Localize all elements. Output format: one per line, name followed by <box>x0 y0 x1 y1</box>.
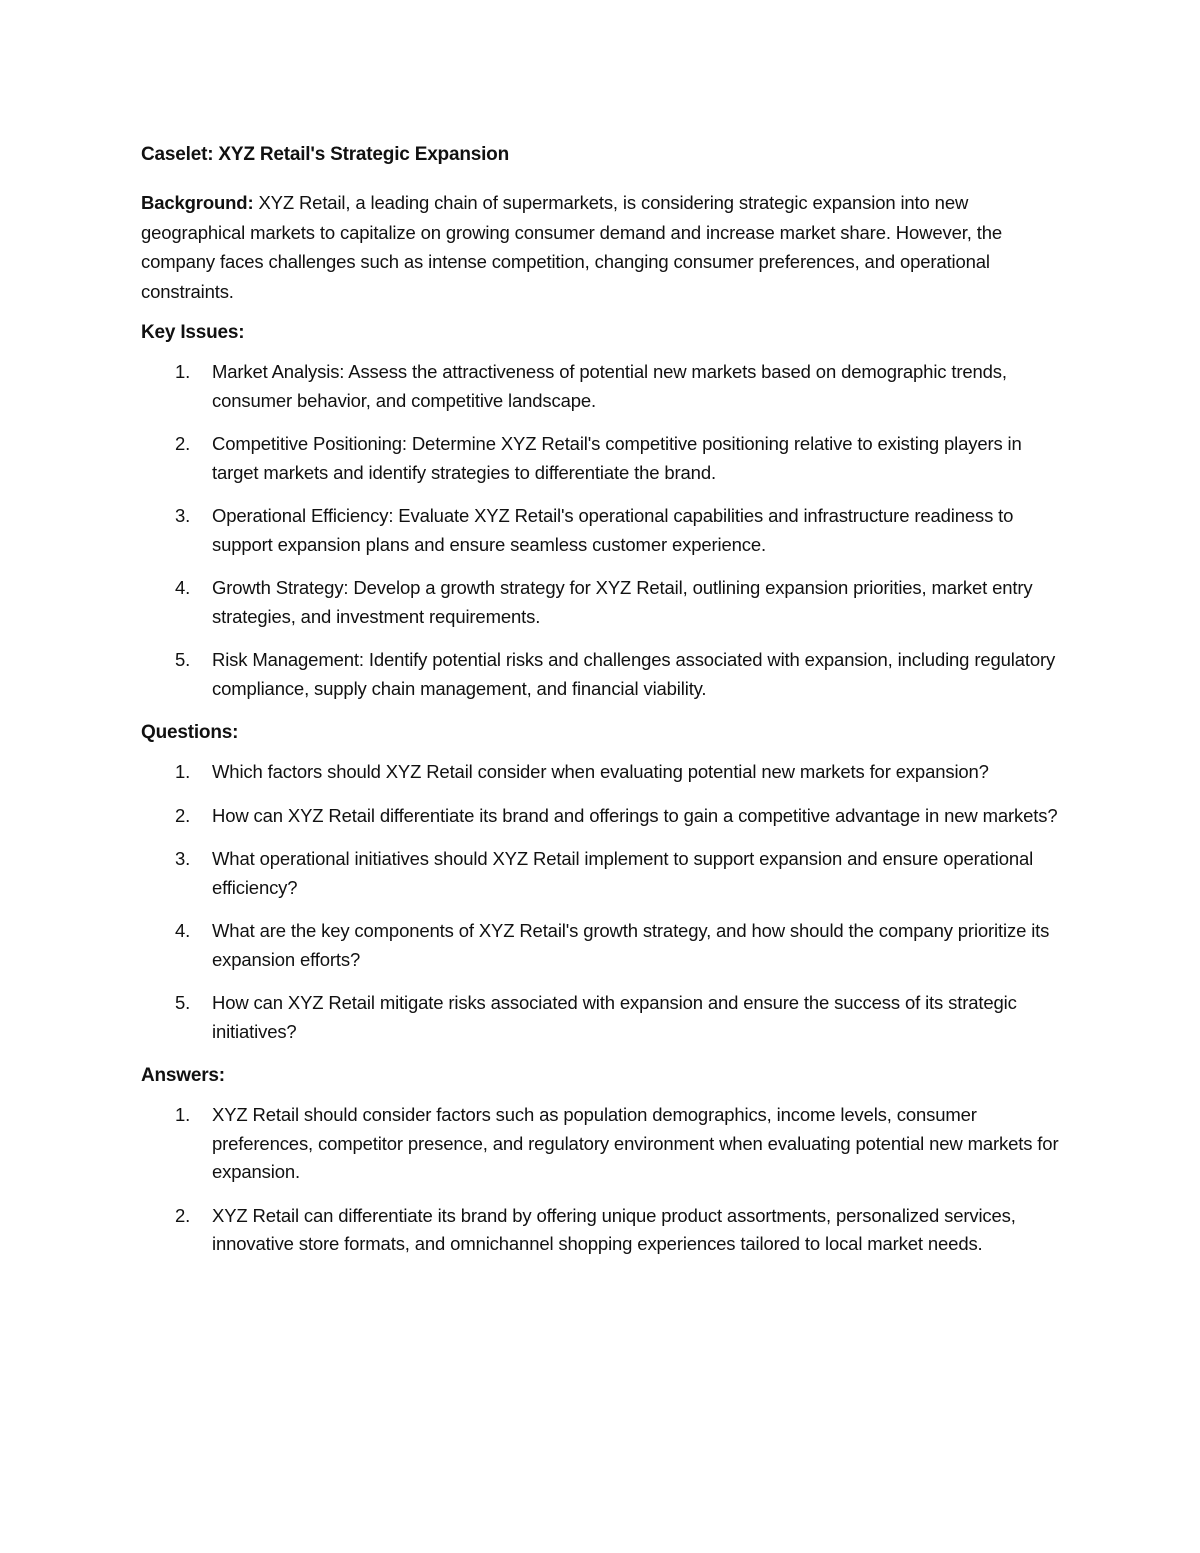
document-title: Caselet: XYZ Retail's Strategic Expansion <box>141 144 509 165</box>
list-text: Risk Management: Identify potential risks and challenges associated with expansion, including regulatory compliance, supply chain management, and financial viability. <box>212 649 1056 699</box>
list-text: How can XYZ Retail differentiate its brand and offerings to gain a competitive advantage in new markets? <box>212 804 1058 826</box>
list-item <box>141 1202 1071 1259</box>
list-item <box>141 917 1071 974</box>
background-label: Background <box>141 192 248 213</box>
key-issues-heading: Key Issues: <box>141 322 245 343</box>
list-item <box>141 758 1071 787</box>
list-item <box>141 574 1071 631</box>
list-text: Which factors should XYZ Retail consider when evaluating potential new markets for expansion? <box>212 761 989 782</box>
list-text: Growth Strategy: Develop a growth strategy for XYZ Retail, outlining expansion priorities, market entry strategies, and investment requirements. <box>212 577 1033 627</box>
list-item <box>141 502 1071 559</box>
background-paragraph <box>141 188 1071 306</box>
list-number: 4. <box>175 577 191 598</box>
list-number: 3. <box>175 848 191 869</box>
list-number: 5. <box>175 649 191 670</box>
list-item <box>141 1101 1071 1187</box>
list-item <box>141 802 1071 831</box>
list-number: 2. <box>175 1204 191 1226</box>
list-item <box>141 989 1071 1046</box>
key-issues-list <box>141 358 1071 703</box>
questions-list <box>141 758 1071 1046</box>
list-text: Competitive Positioning: Determine XYZ Retail's competitive positioning relative to existing players in target markets and identify strategies to differentiate the brand. <box>212 433 1022 483</box>
background-separator: : <box>247 192 259 213</box>
list-number: 2. <box>175 433 191 454</box>
list-text: What operational initiatives should XYZ Retail implement to support expansion and ensure operational efficiency? <box>212 848 1034 898</box>
list-text: Market Analysis: Assess the attractiveness of potential new markets based on demographic trends, consumer behavior, and competitive landscape. <box>212 361 1007 411</box>
list-text: How can XYZ Retail mitigate risks associated with expansion and ensure the success of its strategic initiatives? <box>212 992 1017 1042</box>
answers-heading: Answers: <box>141 1065 225 1086</box>
list-text: What are the key components of XYZ Retail's growth strategy, and how should the company prioritize its expansion efforts? <box>212 920 1050 970</box>
list-text: XYZ Retail can differentiate its brand by offering unique product assortments, personalized services, innovative store formats, and omnichannel shopping experiences tailored to local market needs. <box>212 1204 1016 1254</box>
answers-list <box>141 1101 1071 1259</box>
list-item <box>141 845 1071 902</box>
list-number: 5. <box>175 992 191 1013</box>
list-text: XYZ Retail should consider factors such as population demographics, income levels, consumer preferences, competitor presence, and regulatory environment when evaluating potential new markets for expansion. <box>212 1104 1059 1182</box>
list-number: 1. <box>175 361 191 382</box>
list-text: Operational Efficiency: Evaluate XYZ Retail's operational capabilities and infrastructure readiness to support expansion plans and ensure seamless customer experience. <box>212 505 1014 555</box>
list-number: 4. <box>175 920 191 941</box>
background-text: XYZ Retail, a leading chain of supermarkets, is considering strategic expansion into new geographical markets to capitalize on growing consumer demand and increase market share. However, the company faces challenges such as intense competition, changing consumer preferences, and operational constraints. <box>141 192 1002 302</box>
list-item <box>141 646 1071 703</box>
list-number: 1. <box>175 761 191 782</box>
questions-heading: Questions: <box>141 722 239 743</box>
list-item <box>141 358 1071 415</box>
list-item <box>141 430 1071 487</box>
list-number: 1. <box>175 1104 191 1125</box>
document-page <box>141 140 1071 1274</box>
list-number: 2. <box>175 804 191 826</box>
list-number: 3. <box>175 505 191 526</box>
